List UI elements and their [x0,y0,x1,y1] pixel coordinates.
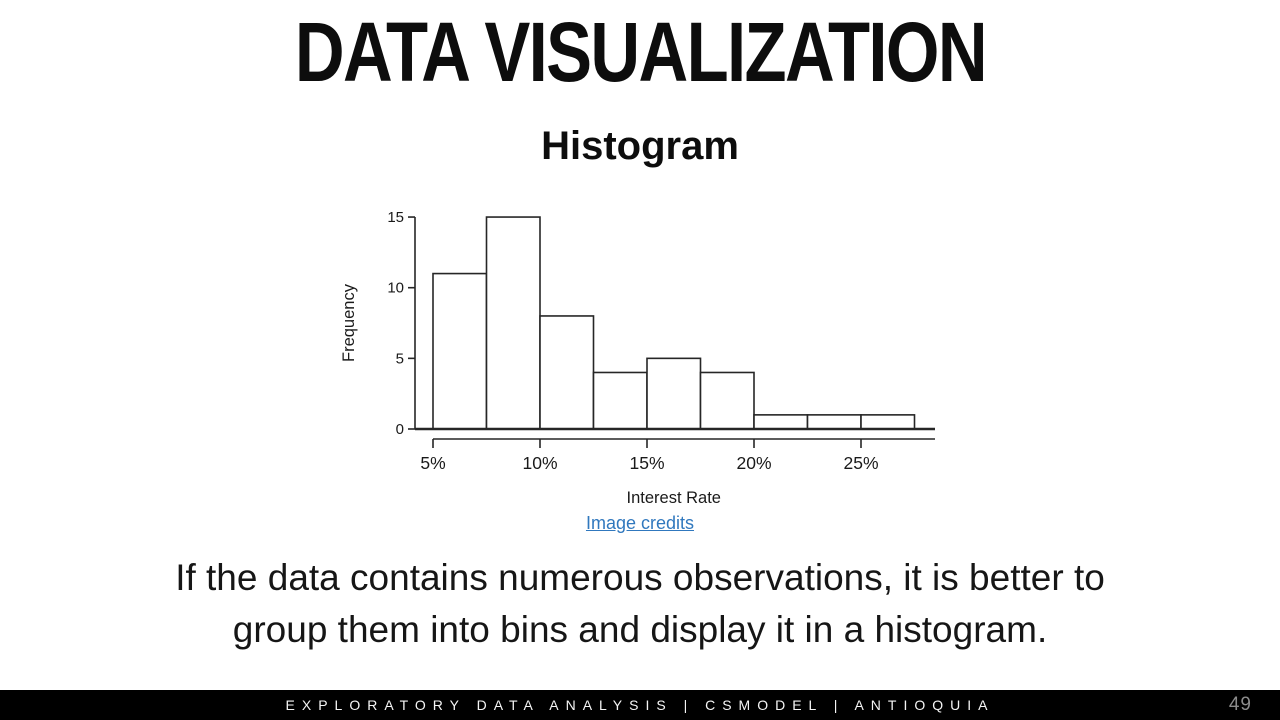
x-tick-label: 20% [736,453,772,473]
page-title [0,6,1280,98]
histogram-svg [330,190,980,520]
histogram-bar [808,415,862,429]
body-text [0,552,1280,656]
body-text-line-1: If the data contains numerous observations, it is better to [175,557,1105,598]
footer-page-number: 49 [1228,694,1252,715]
x-tick-label: 5% [420,453,446,473]
histogram-bar [433,274,487,429]
histogram-bar [647,358,701,429]
y-tick-label: 15 [387,209,404,227]
y-tick-label: 10 [387,279,404,297]
slide-subtitle: Histogram [541,124,739,168]
x-axis-title: Interest Rate [626,489,721,507]
histogram-chart [330,190,980,520]
credits-line [0,513,1280,534]
x-tick-label: 10% [522,453,558,473]
page-title-text: DATA VISUALIZATION [294,5,986,99]
y-axis-title: Frequency [340,284,358,363]
y-tick-label: 5 [395,350,404,368]
histogram-bar [861,415,915,429]
histogram-bar [754,415,808,429]
body-text-line-2: group them into bins and display it in a histogram. [232,609,1048,650]
footer-bar [0,690,1280,720]
x-tick-label: 15% [629,453,665,473]
x-tick-label: 25% [843,453,879,473]
image-credits-link[interactable]: Image credits [585,513,695,533]
histogram-bar [594,372,648,429]
histogram-bar [701,372,755,429]
y-tick-label: 0 [395,421,404,438]
footer-text: EXPLORATORY DATA ANALYSIS | CSMODEL | ANTIOQUIA [285,697,995,713]
histogram-bar [487,217,541,429]
histogram-bar [540,316,594,429]
